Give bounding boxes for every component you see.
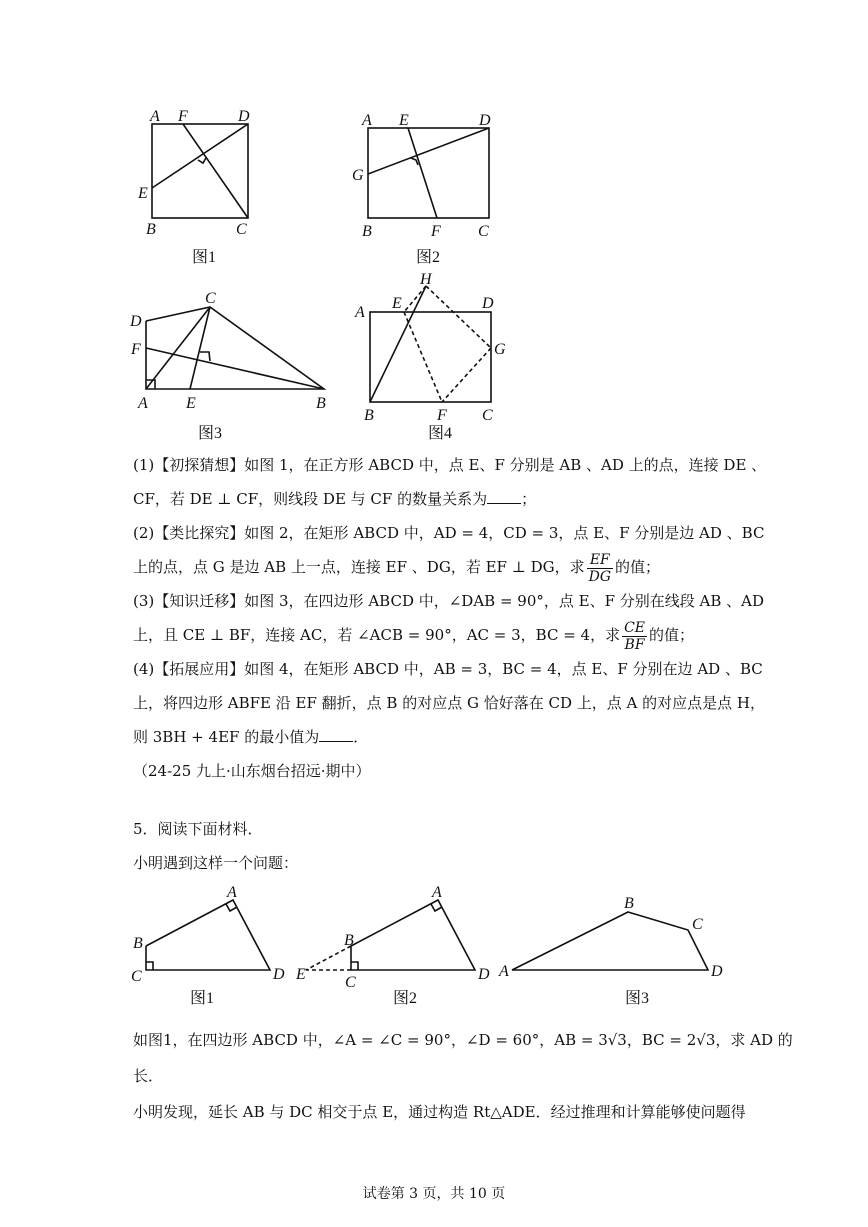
fig1-caption: 图1 bbox=[192, 249, 217, 266]
p5-line-2: 小明遇到这样一个问题： bbox=[133, 854, 299, 872]
fig1-label-f: F bbox=[178, 108, 188, 125]
fig3-label-d: D bbox=[130, 313, 142, 330]
p4-line-6 bbox=[133, 618, 753, 652]
p5-fig3-label-a: A bbox=[499, 963, 509, 980]
problem-5-body bbox=[133, 1022, 793, 1130]
fig3-label-e: E bbox=[186, 395, 196, 412]
fig3-label-f: F bbox=[131, 341, 141, 358]
p4-line-9b: ． bbox=[353, 728, 369, 746]
p5-fig1-caption: 图1 bbox=[190, 990, 215, 1007]
answer-blank-2 bbox=[319, 727, 353, 742]
p5-line-1: 5．阅读下面材料． bbox=[133, 820, 263, 838]
fig2-label-e: E bbox=[399, 112, 409, 129]
p5-fig1-label-a: A bbox=[227, 884, 237, 901]
p5-fig2-label-a: A bbox=[432, 884, 442, 901]
fig2-label-d: D bbox=[479, 112, 491, 129]
p5-fig3-caption: 图3 bbox=[625, 990, 650, 1007]
p5-fig2-caption: 图2 bbox=[393, 990, 418, 1007]
p4-line-6a: 上，且 CE ⊥ BF，连接 AC，若 ∠ACB = 90°，AC = 3，BC = 4，求 bbox=[133, 626, 621, 644]
p4-line-4a: 上的点，点 G 是边 AB 上一点，连接 EF 、DG，若 EF ⊥ DG，求 bbox=[133, 558, 585, 576]
p4-line-4 bbox=[133, 550, 753, 584]
fig2-label-a: A bbox=[362, 112, 372, 129]
fig4-label-e: E bbox=[392, 295, 402, 312]
fig2-label-c: C bbox=[478, 223, 489, 240]
p4-line-2b: ； bbox=[521, 490, 537, 508]
p5-fig2-label-c: C bbox=[345, 974, 356, 991]
p5-fig3-label-c: C bbox=[692, 916, 703, 933]
problem-4-text bbox=[133, 448, 767, 788]
fig3-label-a: A bbox=[138, 395, 148, 412]
fig4-label-c: C bbox=[482, 407, 493, 424]
p4-line-4b: 的值； bbox=[615, 558, 661, 576]
problem-5-intro bbox=[133, 812, 753, 880]
fig4-label-f: F bbox=[437, 407, 447, 424]
fig3-caption: 图3 bbox=[198, 425, 223, 442]
p5-figure-3 bbox=[512, 912, 708, 970]
p5-figure-2 bbox=[306, 900, 475, 970]
figure-2 bbox=[368, 128, 489, 218]
p5-fig3-label-d: D bbox=[711, 963, 723, 980]
fig3-label-c: C bbox=[205, 290, 216, 307]
figure-1 bbox=[152, 124, 248, 218]
fraction-denominator: DG bbox=[588, 568, 612, 585]
p5-fig1-label-d: D bbox=[273, 966, 285, 983]
figure-4 bbox=[370, 286, 491, 402]
p4-line-3: (2)【类比探究】如图 2，在矩形 ABCD 中，AD = 4，CD = 3，点 E、F 分别是边 AD 、BC bbox=[133, 524, 765, 542]
page-footer: 试卷第 3 页，共 10 页 bbox=[362, 1186, 506, 1202]
p4-line-2 bbox=[133, 482, 753, 516]
fraction-numerator: EF bbox=[587, 552, 613, 569]
fig4-label-d: D bbox=[482, 295, 494, 312]
fig4-label-h: H bbox=[420, 271, 432, 288]
p4-line-9a: 则 3BH + 4EF 的最小值为 bbox=[133, 728, 320, 746]
fraction-ef-dg bbox=[587, 552, 613, 585]
answer-blank-1 bbox=[487, 489, 521, 504]
p5-fig2-label-e: E bbox=[296, 966, 306, 983]
p4-source: （24-25 九上·山东烟台招远·期中） bbox=[133, 762, 371, 780]
p5-line-5: 小明发现，延长 AB 与 DC 相交于点 E，通过构造 Rt△ADE．经过推理和计算能够使问题得 bbox=[133, 1103, 746, 1121]
fig1-label-b: B bbox=[146, 221, 156, 238]
p4-line-9 bbox=[133, 720, 753, 754]
fig1-label-d: D bbox=[238, 108, 250, 125]
p4-line-6b: 的值； bbox=[649, 626, 695, 644]
p5-figure-1 bbox=[146, 900, 270, 970]
p5-fig3-label-b: B bbox=[624, 895, 634, 912]
fig4-label-g: G bbox=[494, 341, 506, 358]
p4-line-7: (4)【拓展应用】如图 4，在矩形 ABCD 中，AB = 3，BC = 4，点 E、F 分别在边 AD 、BC bbox=[133, 660, 763, 678]
p5-fig1-label-b: B bbox=[133, 935, 143, 952]
figure-3 bbox=[146, 307, 324, 389]
p4-line-2a: CF，若 DE ⊥ CF，则线段 DE 与 CF 的数量关系为 bbox=[133, 490, 488, 508]
p5-line-4: 长． bbox=[133, 1067, 164, 1085]
fig3-label-b: B bbox=[316, 395, 326, 412]
fig1-label-e: E bbox=[138, 185, 148, 202]
fig2-label-b: B bbox=[362, 223, 372, 240]
fig1-label-c: C bbox=[236, 221, 247, 238]
fraction-numerator: CE bbox=[624, 619, 646, 636]
fig4-label-a: A bbox=[355, 304, 365, 321]
p5-line-3: 如图1，在四边形 ABCD 中，∠A = ∠C = 90°，∠D = 60°，AB = 3√3，BC = 2√3，求 AD 的 bbox=[133, 1031, 793, 1049]
fig2-caption: 图2 bbox=[416, 249, 441, 266]
p4-line-5: (3)【知识迁移】如图 3，在四边形 ABCD 中，∠DAB = 90°，点 E、F 分别在线段 AB 、AD bbox=[133, 592, 765, 610]
fig1-label-a: A bbox=[150, 108, 160, 125]
fraction-ce-bf bbox=[622, 620, 647, 653]
fig2-label-g: G bbox=[352, 167, 364, 184]
fig2-label-f: F bbox=[431, 223, 441, 240]
fig4-label-b: B bbox=[364, 407, 374, 424]
fraction-denominator: BF bbox=[624, 636, 645, 653]
p5-fig2-label-b: B bbox=[344, 932, 354, 949]
fig4-caption: 图4 bbox=[428, 425, 453, 442]
p4-line-8: 上，将四边形 ABFE 沿 EF 翻折，点 B 的对应点 G 恰好落在 CD 上，点 A 的对应点是点 H， bbox=[133, 694, 765, 712]
p5-fig2-label-d: D bbox=[478, 966, 490, 983]
p4-line-1: (1)【初探猜想】如图 1，在正方形 ABCD 中，点 E、F 分别是 AB 、AD 上的点，连接 DE 、 bbox=[133, 456, 767, 474]
p5-fig1-label-c: C bbox=[131, 968, 142, 985]
